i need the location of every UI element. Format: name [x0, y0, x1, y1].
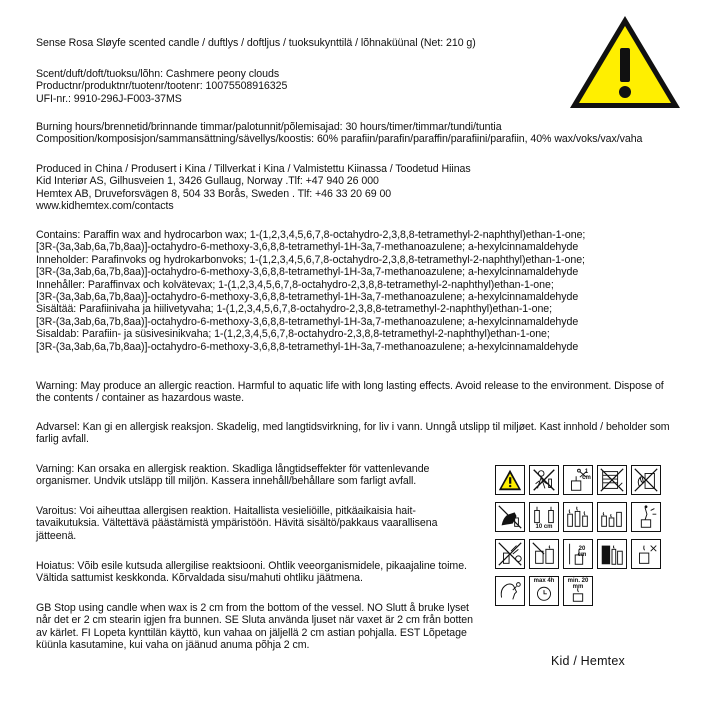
- wick-label: 20 cm: [577, 546, 587, 558]
- contains-line: Sisältää: Parafiinivaha ja hiilivetyvaha; 1-(1,2,3,4,5,6,7,8-octahydro-2,3,8,8-tetramethyl-2-naphthyl)ethan-1-one;: [36, 303, 553, 316]
- contains-block: [36, 229, 676, 353]
- warning-sv: Varning: Kan orsaka en allergisk reaktion. Skadliga långtidseffekter för vattenlevande organismer. Undvik utsläpp till miljön. Kassera innehåll/behållare som farligt avfall.: [36, 463, 430, 488]
- origin-line: Produced in China / Produsert i Kina / Tillverkat i Kina / Valmistettu Kiinassa / Toodetud Hiinas: [36, 163, 471, 175]
- max-burn-label: max 4h: [533, 578, 555, 584]
- distance-icon: [529, 502, 559, 532]
- burning-hours: Burning hours/brennetid/brinnande timmar/palotunnit/põlemisajad: 30 hours/timer/timmar/tundi/tuntia: [36, 121, 502, 133]
- hemtex-address: Hemtex AB, Druveforsvägen 8, 504 33 Borås, Sweden . Tlf: +46 33 20 69 00: [36, 187, 392, 200]
- no-liquid-icon: [597, 539, 627, 569]
- no-pets-icon: [495, 502, 525, 532]
- brand-logo: Kid / Hemtex: [551, 654, 625, 668]
- contains-line: Inneholder: Parafinvoks og hydrokarbonvoks; 1-(1,2,3,4,5,6,7,8-octahydro-2,3,8,8-tetramethyl-2-naphthyl)ethan-1-one;: [36, 253, 585, 266]
- warning-en: Warning: May produce an allergic reaction. Harmful to aquatic life with long lasting effects. Avoid release to the environment. Dispose of the contents / container as hazardous waste.: [36, 380, 664, 405]
- trim-wick-icon: [563, 465, 593, 495]
- no-flammable-icon: [631, 465, 661, 495]
- contains-line: [3R-(3a,3ab,6a,7b,8aa)]-octahydro-6-methoxy-3,6,8,8-tetramethyl-1H-3a,7-methanoazulene; a-hexylcinnamaldehyde: [36, 266, 579, 279]
- contains-line: Innehåller: Paraffinvax och kolvätevax; 1-(1,2,3,4,5,6,7,8-octahydro-2,3,8,8-tetramethyl-2-naphthyl)ethan-1-one;: [36, 278, 554, 291]
- min-wax-icon: [563, 576, 593, 606]
- warning-no: Advarsel: Kan gi en allergisk reaksjon. Skadelig, med langtidsvirkning, for liv i vann. Unngå utslipp til miljøet. Kast innhold / beholder som farlig avfall.: [36, 421, 670, 446]
- product-number: Productnr/produktnr/tuotenr/tootenr: 10075508916325: [36, 80, 288, 93]
- burning-block: [36, 121, 676, 146]
- no-objects-icon: [631, 539, 661, 569]
- website: www.kidhemtex.com/contacts: [36, 200, 174, 213]
- stop-note: GB Stop using candle when wax is 2 cm from the bottom of the vessel. NO Slutt å bruke lyset når det er 2 cm stearin igjen fra bunnen. SE Sluta använda ljuset när vaxet är 2 cm från botten av kärlet. FI Lopeta kynttilän käyttö, kun vahaa on jäljellä 2 cm astian pohjalla. EST Lõpetage küünla kasutamine, kui vaha on jäänud anuma põhja 2 cm.: [36, 602, 473, 652]
- contains-line: [3R-(3a,3ab,6a,7b,8aa)]-octahydro-6-methoxy-3,6,8,8-tetramethyl-1H-3a,7-methanoazulene; a-hexylcinnamaldehyde: [36, 340, 579, 353]
- producer-block: [36, 163, 676, 213]
- burn-time-icon: [529, 539, 559, 569]
- wick-length-icon: [563, 539, 593, 569]
- keep-apart-icon: [563, 502, 593, 532]
- no-unattended-icon: [597, 502, 627, 532]
- ufi-number: UFI-nr.: 9910-296J-F003-37MS: [36, 92, 182, 105]
- do-not-inhale-icon: [495, 576, 525, 606]
- contains-line: [3R-(3a,3ab,6a,7b,8aa)]-octahydro-6-methoxy-3,6,8,8-tetramethyl-1H-3a,7-methanoazulene; a-hexylcinnamaldehyde: [36, 291, 579, 304]
- no-water-extinguish-icon: [495, 539, 525, 569]
- kid-address: Kid Interiør AS, Gilhusveien 1, 3426 Gullaug, Norway .Tlf: +47 940 26 000: [36, 175, 379, 188]
- cm-label: 1 cm: [582, 469, 591, 481]
- contains-line: [3R-(3a,3ab,6a,7b,8aa)]-octahydro-6-methoxy-3,6,8,8-tetramethyl-1H-3a,7-methanoazulene; a-hexylcinnamaldehyde: [36, 315, 579, 328]
- warning-icon: [495, 465, 525, 495]
- distance-label: 10 cm: [535, 524, 553, 530]
- contains-line: Sisaldab: Parafiin- ja süsivesinikvaha; 1-(1,2,3,4,5,6,7,8-octahydro-2,3,8,8-tetramethyl-2-naphthyl)ethan-1-one;: [36, 328, 550, 341]
- warning-et: Hoiatus: Võib esile kutsuda allergilise reaktsiooni. Ohtlik veeorganismidele, pikaajaline toime. Vältida sattumist keskkonda. Kõrvaldada sisu/mahuti ohtliku jäätmena.: [36, 560, 467, 585]
- product-title: Sense Rosa Sløyfe scented candle / duftlys / doftljus / tuoksukynttilä / lõhnaküünal (Net: 210 g): [36, 37, 476, 49]
- contains-line: [3R-(3a,3ab,6a,7b,8aa)]-octahydro-6-methoxy-3,6,8,8-tetramethyl-1H-3a,7-methanoazulene; a-hexylcinnamaldehyde: [36, 241, 579, 254]
- no-children-icon: [529, 465, 559, 495]
- composition: Composition/komposisjon/sammansättning/sävellys/koostis: 60% parafiin/parafin/paraffin/parafiini/parafiin, 40% wax/voks/vax/vaha: [36, 133, 643, 146]
- min-wax-label: min. 20 mm: [567, 578, 589, 590]
- warning-fi: Varoitus: Voi aiheuttaa allergisen reaktion. Haitallista vesieliöille, pitkäaikaisia hait-tavaikutuksia. Vältettävä päästämistä ympäristöön. Hävitä sisältö/pakkaus vaarallisena jätteenä.: [36, 505, 438, 542]
- warning-triangle-icon: [566, 12, 684, 112]
- max-burn-icon: [529, 576, 559, 606]
- no-moving-icon: [631, 502, 661, 532]
- contains-line: Contains: Paraffin wax and hydrocarbon wax; 1-(1,2,3,4,5,6,7,8-octahydro-2,3,8,8-tetramethyl-2-naphthyl)ethan-1-one;: [36, 229, 586, 241]
- no-draft-icon: [597, 465, 627, 495]
- scent-line: Scent/duft/doft/tuoksu/lõhn: Cashmere peony clouds: [36, 68, 280, 80]
